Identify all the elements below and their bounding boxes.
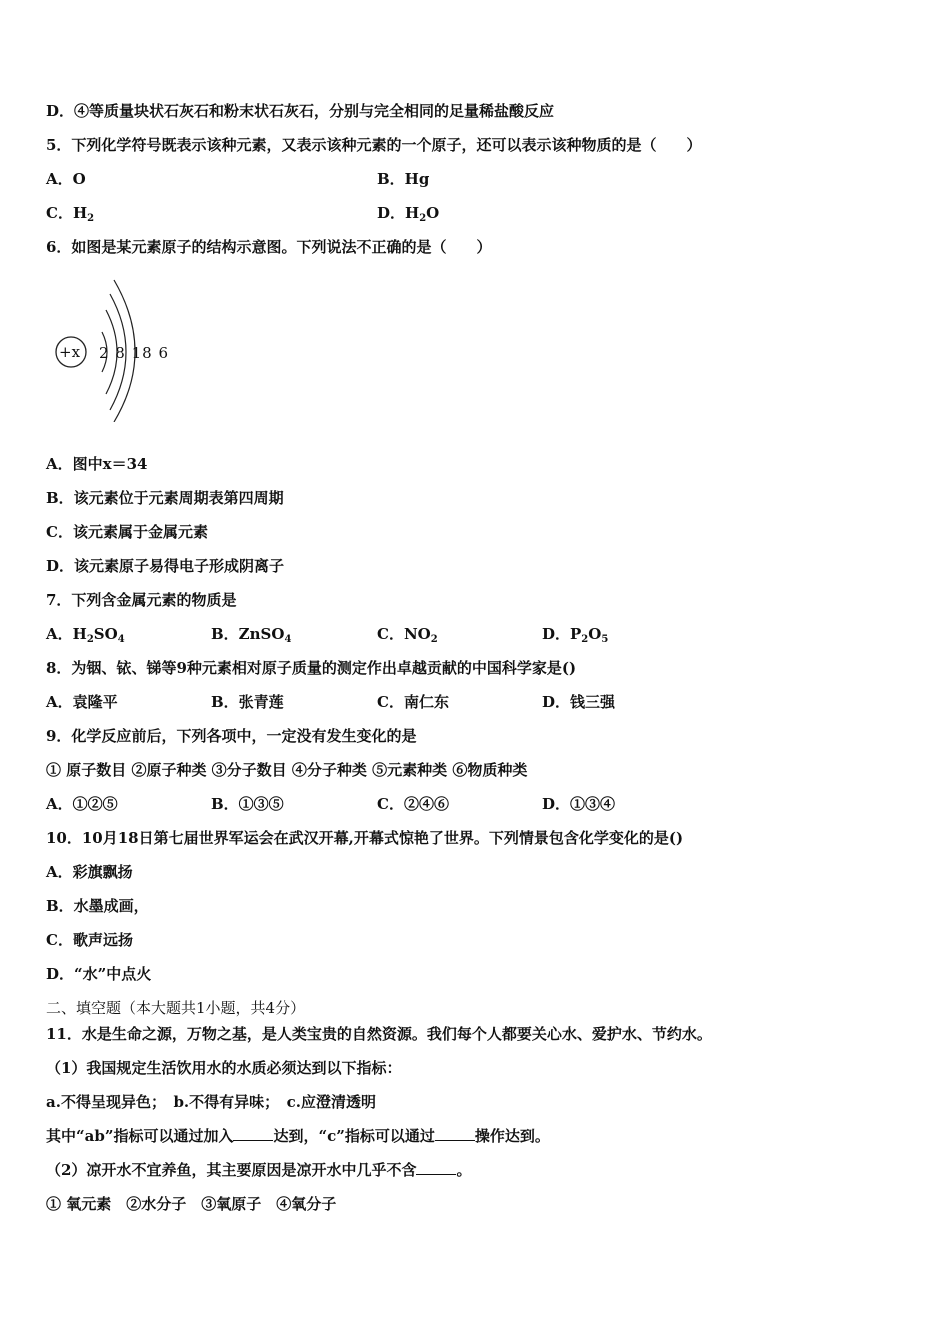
q4-option-d: D．④等质量块状石灰石和粉末状石灰石，分别与完全相同的足量稀盐酸反应 <box>46 102 555 120</box>
q5-option-c-text: C．H <box>46 204 88 222</box>
q7-d-text1: D．P <box>542 625 582 643</box>
q7-d-sub2: 5 <box>601 634 609 645</box>
q6-option-c: C．该元素属于金属元素 <box>46 523 208 541</box>
q11-fill-1-text-b: 达到，“c”指标可以通过 <box>273 1127 435 1145</box>
q5-option-d <box>377 203 439 223</box>
blank-2[interactable] <box>435 1126 475 1141</box>
q5-option-d-text: D．H <box>377 204 420 222</box>
q7-option-b <box>211 624 291 644</box>
q6-option-a: A．图中x＝34 <box>46 455 148 473</box>
q8-option-d: D．钱三强 <box>542 693 616 711</box>
q7-c-text: C．NO <box>377 625 431 643</box>
q7-stem: 7．下列含金属元素的物质是 <box>46 591 237 609</box>
q11-choices: ① 氧元素 ②水分子 ③氧原子 ④氧分子 <box>46 1195 337 1213</box>
blank-3[interactable] <box>416 1160 456 1175</box>
q7-a-sub2: 4 <box>117 634 125 645</box>
q5-option-c-sub: 2 <box>87 213 95 224</box>
q5-option-d-sub: 2 <box>419 213 427 224</box>
q7-a-sub1: 2 <box>86 634 94 645</box>
q7-c-sub: 2 <box>430 634 438 645</box>
q7-d-sub1: 2 <box>581 634 589 645</box>
q7-option-d <box>542 624 608 644</box>
q7-option-a <box>46 624 125 644</box>
q10-option-b: B．水墨成画， <box>46 897 149 915</box>
q11-part2-text: （2）凉开水不宜养鱼，其主要原因是凉开水中几乎不含 <box>46 1161 417 1179</box>
q7-option-c <box>377 624 438 644</box>
q7-a-text1: A．H <box>46 625 87 643</box>
q8-option-a: A．袁隆平 <box>46 693 118 711</box>
shell-electron-counts: 2 8 18 6 <box>99 344 170 362</box>
q11-fill-1-text-a: 其中“ab”指标可以通过加入 <box>46 1127 234 1145</box>
q6-option-b: B．该元素位于元素周期表第四周期 <box>46 489 284 507</box>
q9-items: ① 原子数目 ②原子种类 ③分子数目 ④分子种类 ⑤元素种类 ⑥物质种类 <box>46 761 528 779</box>
q11-part2-end: 。 <box>456 1161 472 1179</box>
q11-part1: （1）我国规定生活饮用水的水质必须达到以下指标： <box>46 1059 402 1077</box>
q10-stem: 10．10月18日第七届世界军运会在武汉开幕,开幕式惊艳了世界。下列情景包含化学变化的是() <box>46 829 684 847</box>
q11-part2 <box>46 1160 471 1180</box>
q8-option-c: C．南仁东 <box>377 693 449 711</box>
q7-d-text2: O <box>588 625 602 643</box>
nucleus-label: +x <box>59 343 81 361</box>
q8-stem: 8．为铟、铱、锑等9种元素相对原子质量的测定作出卓越贡献的中国科学家是() <box>46 659 577 677</box>
q5-option-d-post: O <box>426 204 440 222</box>
section-2-title: 二、填空题（本大题共1小题，共4分） <box>46 999 306 1017</box>
q11-fill-1 <box>46 1126 550 1146</box>
q9-option-a: A．①②⑤ <box>46 795 118 813</box>
q11-stem: 11．水是生命之源，万物之基，是人类宝贵的自然资源。我们每个人都要关心水、爱护水、节约水。 <box>46 1025 712 1043</box>
q10-option-c: C．歌声远扬 <box>46 931 133 949</box>
q6-option-d: D．该元素原子易得电子形成阴离子 <box>46 557 285 575</box>
q9-option-d: D．①③④ <box>542 795 616 813</box>
q7-b-sub: 4 <box>284 634 292 645</box>
q5-option-a: A．O <box>46 170 86 188</box>
q9-option-b: B．①③⑤ <box>211 795 284 813</box>
q7-a-text2: SO <box>93 625 118 643</box>
atom-structure-diagram <box>52 272 172 422</box>
q5-option-c <box>46 203 94 223</box>
q5-option-b: B．Hg <box>377 170 430 188</box>
q5-stem: 5．下列化学符号既表示该种元素，又表示该种元素的一个原子，还可以表示该种物质的是（ ） <box>46 136 702 154</box>
q9-stem: 9．化学反应前后，下列各项中，一定没有发生变化的是 <box>46 727 417 745</box>
q9-option-c: C．②④⑥ <box>377 795 449 813</box>
q10-option-a: A．彩旗飘扬 <box>46 863 133 881</box>
q7-b-text: B．ZnSO <box>211 625 285 643</box>
blank-1[interactable] <box>233 1126 273 1141</box>
q11-fill-1-text-c: 操作达到。 <box>474 1127 550 1145</box>
q6-stem: 6．如图是某元素原子的结构示意图。下列说法不正确的是（ ） <box>46 238 492 256</box>
q11-indicators: a.不得呈现异色； b.不得有异味； c.应澄清透明 <box>46 1093 377 1111</box>
q8-option-b: B．张青莲 <box>211 693 284 711</box>
q10-option-d: D．“水”中点火 <box>46 965 152 983</box>
